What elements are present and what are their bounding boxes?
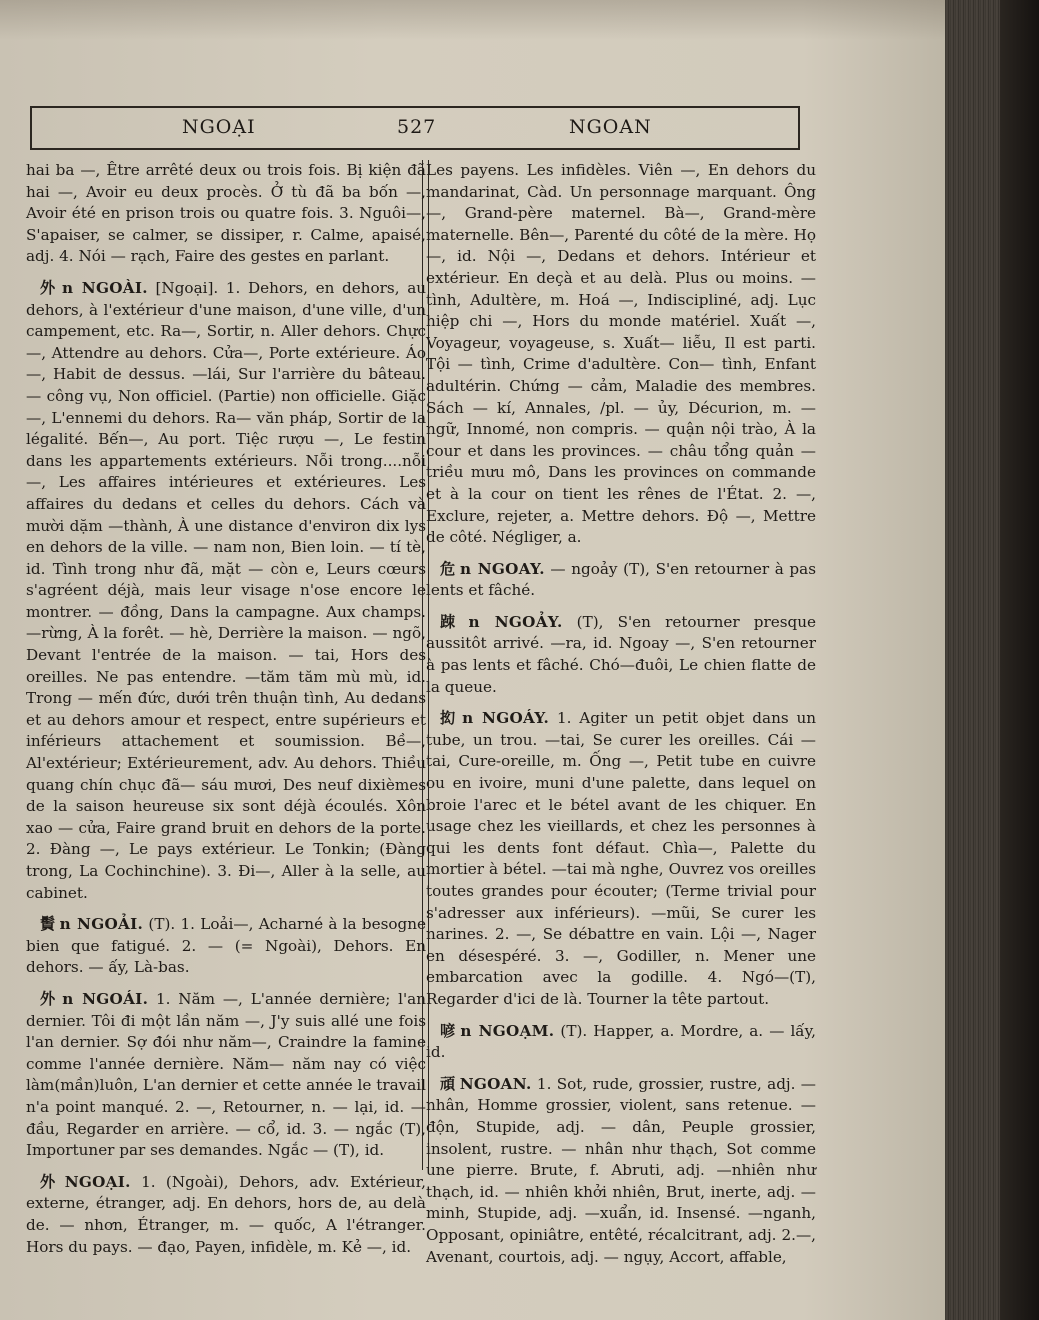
entry-text: 1. Sot, rude, grossier, rustre, adj. — nhân, Homme grossier, violent, sans retenue. — độn, Stupide, adj. — dân, Peuple grossier, insolent, rustre. — nhân như thạch, Sot comme une pierre. Brute, f. Abruti, adj. —nhiên như thạch, id. — nhiên khởi nhiên, Brut, inerte, adj. — minh, Stupide, adj. —xuẩn, id. Insensé. —nganh, Opposant, opiniâtre, entêté, récalcitrant, adj. 2.—, Avenant, courtois, adj. — ngụy, Accort, affable,: [426, 1074, 816, 1266]
headword: n NGOAY.: [459, 559, 545, 578]
entry-continuation: hai ba —, Être arrêté deux ou trois fois. Bị kiện đã hai —, Avoir eu deux procès. Ở tù đã ba bốn —, Avoir été en prison trois ou quatre fois. 3. Nguôi—, S'apaiser, se calmer, se dissiper, r. Calme, apaisé, adj. 4. Nói — rạch, Faire des gestes en parlant.: [26, 161, 426, 266]
entry-text: (T). Happer, a. Mordre, a. — lấy, id.: [426, 1021, 816, 1062]
han-character: 外: [40, 278, 59, 297]
entry-text: — ngoảy (T), S'en retourner à pas lents et fâché.: [426, 559, 816, 600]
entry-continuation: Les payens. Les infidèles. Viên —, En dehors du mandarinat, Càd. Un personnage marquant. Ông —, Grand-père maternel. Bà—, Grand-mère maternelle. Bên—, Parenté du côté de la mère. Họ —, id. Nội —, Dedans et dehors. Intérieur et extérieur. En deçà et au delà. Plus ou moins. —tình, Adultère, m. Hoá —, Indiscipliné, adj. Lục hiệp chi —, Hors du monde matériel. Xuất —, Voyageur, voyageuse, s. Xuất— liễu, Il est parti. Tội — tình, Crime d'adultère. Con— tình, Enfant adultérin. Chứng — cảm, Maladie des membres. Sách — kí, Annales, /pl. — ủy, Décurion, m. — ngữ, Innomé, non compris. — quận nội trào, À la cour et dans les provinces. — châu tổng quản — triều mưu mô, Dans les provinces on commande et à la cour on tient les rênes de l'État. 2. —, Exclure, rejeter, a. Mettre dehors. Độ —, Mettre de côté. Négliger, a.: [426, 161, 816, 547]
header-right-guideword: NGOAN: [569, 116, 652, 138]
headword: NGOAN.: [459, 1074, 532, 1093]
page-number: 527: [397, 116, 437, 138]
han-character: 外: [40, 1172, 61, 1191]
han-character: 䰅: [40, 915, 56, 934]
han-character: 喭: [440, 1021, 457, 1040]
dictionary-entry: [26, 914, 426, 979]
headword: NGOẠI.: [64, 1172, 131, 1191]
book-cover-edge: [1000, 0, 1039, 1320]
han-character: 䟱: [440, 612, 465, 631]
han-character: 危: [440, 559, 456, 578]
left-column: [26, 160, 426, 1268]
headword: n NGOẢY.: [468, 612, 563, 631]
headword: n NGOÁI.: [62, 989, 149, 1008]
right-column: [426, 160, 816, 1278]
dictionary-entry: [26, 989, 426, 1162]
headword: n NGOẢI.: [59, 915, 144, 934]
entry-text: (T), S'en retourner presque aussitôt arrivé. —ra, id. Ngoay —, S'en retourner à pas lents et fâché. Chó—đuôi, Le chien flatte de la queue.: [426, 612, 817, 696]
headword: n NGOÁY.: [462, 709, 550, 728]
dictionary-entry: [426, 1021, 816, 1064]
dictionary-entry: [426, 612, 816, 698]
dictionary-entry: [26, 278, 426, 904]
entry-text: (T). 1. Loải—, Acharné à la besogne bien que fatigué. 2. — (= Ngoài), Dehors. En dehors. — ấy, Là-bas.: [26, 915, 427, 977]
dictionary-entry: [426, 708, 816, 1010]
han-character: 抝: [440, 709, 459, 728]
dictionary-entry: [426, 1074, 816, 1268]
running-header: [30, 106, 800, 150]
entry-text: 1. Agiter un petit objet dans un tube, un trou. —tai, Se curer les oreilles. Cái — tai, Cure-oreille, m. Ống —, Petit tube en cuivre ou en ivoire, muni d'une palette, dans lequel on broie l'arec et le bétel avant de les chiquer. En usage chez les vieillards, et chez les personnes à qui les dents font défaut. Chìa—, Palette du mortier à bétel. —tai mà nghe, Ouvrez vos oreilles toutes grandes pour écouter; (Terme trivial pour s'adresser aux inférieurs). —mũi, Se curer les narines. 2. —, Se débattre en vain. Lội —, Nager en désespéré. 3. —, Godiller, n. Mener une embarcation avec la godille. 4. Ngó—(T), Regarder d'ici de là. Tourner la tête partout.: [426, 709, 817, 1008]
headword: n NGOẠM.: [460, 1021, 555, 1040]
entry-text: 1. Năm —, L'année dernière; l'an dernier. Tôi đi một lần năm —, J'y suis allé une fois l'an dernier. Sợ đói như năm—, Craindre la famine comme l'année dernière. Năm— năm nay có việc làm(mần)luôn, L'an dernier et cette année le travail n'a point manqué. 2. —, Retourner, n. — lại, id. — đầu, Regarder en arrière. — cổ, id. 3. — ngắc (T), Importuner par ses demandes. Ngắc — (T), id.: [26, 989, 427, 1160]
han-character: 外: [40, 989, 59, 1008]
dictionary-entry: [426, 559, 816, 602]
page-shadow: [0, 0, 945, 40]
header-left-guideword: NGOẠI: [182, 116, 256, 138]
entry-text: [Ngoại]. 1. Dehors, en dehors, au dehors, à l'extérieur d'une maison, d'une ville, d'un campement, etc. Ra—, Sortir, n. Aller dehors. Chực —, Attendre au dehors. Cửa—, Porte extérieure. Áo —, Habit de dessus. —lái, Sur l'arrière du bâteau. — công vụ, Non officiel. (Partie) non officielle. Giặc —, L'ennemi du dehors. Ra— văn pháp, Sortir de la légalité. Bến—, Au port. Tiệc rượu —, Le festin dans les appartements extérieurs. Nỗi trong....nỗi —, Les affaires intérieures et extérieures. Les affaires du dedans et celles du dehors. Cách và mười dặm —thành, À une distance d'environ dix lys en dehors de la ville. — nam non, Bien loin. — tí tè, id. Tình trong như đã, mặt — còn e, Leurs cœurs s'agréent déjà, mais leur visage n'ose encore le montrer. — đồng, Dans la campagne. Aux champs. —rừng, À la forêt. — hè, Derrière la maison. — ngõ, Devant l'entrée de la maison. — tai, Hors des oreilles. Ne pas entendre. —tăm tăm mù mù, id. Trong — mến đức, dưới trên thuận tình, Au dedans et au dehors amour et respect, entre supérieurs et inférieurs attachement et soumission. Bề—, Al'extérieur; Extérieurement, adv. Au dehors. Thiều quang chín chục đã— sáu mươi, Des neuf dixièmes de la saison heureuse six sont déjà écoulés. Xôn xao — cửa, Faire grand bruit en dehors de la porte. 2. Đàng —, Le pays extérieur. Le Tonkin; (Đàng trong, La Cochinchine). 3. Đi—, Aller à la selle, au cabinet.: [26, 278, 427, 902]
entry-text: 1. (Ngoài), Dehors, adv. Extérieur, externe, étranger, adj. En dehors, hors de, au delà de. — nhơn, Étranger, m. — quốc, A l'étranger. Hors du pays. — đạo, Payen, infidèle, m. Kẻ —, id.: [26, 1172, 427, 1256]
dictionary-entry: [26, 1172, 426, 1258]
han-character: 頑: [440, 1074, 456, 1093]
headword: n NGOÀI.: [62, 278, 148, 297]
